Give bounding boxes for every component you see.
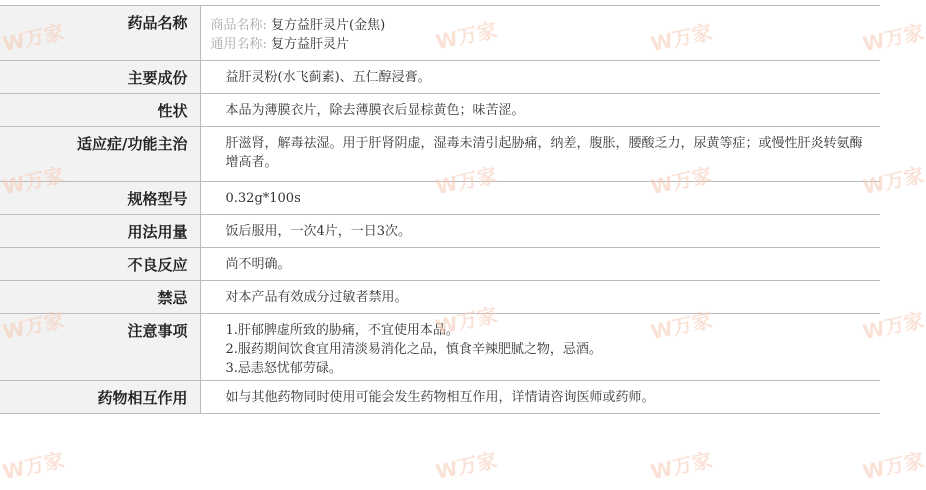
drug-spec-table	[0, 5, 880, 414]
label-adverse: 不良反应	[0, 248, 200, 281]
label-contraindications: 禁忌	[0, 281, 200, 314]
watermark-logo: W万家	[648, 162, 715, 200]
row-precautions	[0, 314, 880, 381]
watermark-logo: W万家	[648, 307, 715, 345]
watermark-logo: W万家	[0, 447, 67, 485]
row-adverse	[0, 248, 880, 281]
trade-name-value: 复方益肝灵片(金焦)	[271, 18, 386, 33]
label-precautions: 注意事项	[0, 314, 200, 381]
label-ingredients: 主要成份	[0, 61, 200, 94]
watermark-logo: W万家	[648, 447, 715, 485]
row-contraindications	[0, 281, 880, 314]
precaution-item: 2.服药期间饮食宜用清淡易消化之品，慎食辛辣肥腻之物，忌酒。	[225, 342, 602, 357]
label-dosage: 用法用量	[0, 215, 200, 248]
label-interactions: 药物相互作用	[0, 381, 200, 414]
value-ingredients: 益肝灵粉(水飞蓟素)、五仁醇浸膏。	[200, 61, 880, 94]
watermark-logo: W万家	[860, 19, 926, 57]
row-ingredients	[0, 61, 880, 94]
generic-name-value: 复方益肝灵片	[271, 37, 350, 52]
value-dosage: 饭后服用，一次4片，一日3次。	[200, 215, 880, 248]
label-indications: 适应症/功能主治	[0, 127, 200, 182]
value-interactions: 如与其他药物同时使用可能会发生药物相互作用，详情请咨询医师或药师。	[200, 381, 880, 414]
value-precautions	[200, 314, 880, 381]
watermark-logo: W万家	[433, 302, 500, 340]
value-indications: 肝滋肾，解毒祛湿。用于肝肾阴虚，湿毒未清引起胁痛，纳差，腹胀，腰酸乏力，尿黄等症；或慢性肝炎转氨酶增高者。	[200, 127, 880, 182]
value-spec: 0.32g*100s	[200, 182, 880, 215]
label-spec: 规格型号	[0, 182, 200, 215]
watermark-logo: W万家	[0, 162, 67, 200]
generic-name-prefix: 通用名称:	[210, 37, 267, 52]
row-appearance	[0, 94, 880, 127]
watermark-logo: W万家	[860, 307, 926, 345]
value-appearance: 本品为薄膜衣片，除去薄膜衣后显棕黄色；味苦涩。	[200, 94, 880, 127]
watermark-logo: W万家	[860, 162, 926, 200]
watermark-logo: W万家	[0, 19, 67, 57]
row-interactions	[0, 381, 880, 414]
precaution-item: 1.肝郁脾虚所致的胁痛，不宜使用本品。	[225, 323, 459, 338]
trade-name-prefix: 商品名称:	[210, 18, 267, 33]
watermark-logo: W万家	[0, 307, 67, 345]
row-spec	[0, 182, 880, 215]
label-drug-name: 药品名称	[0, 6, 200, 61]
watermark-logo: W万家	[433, 17, 500, 55]
watermark-logo: W万家	[433, 447, 500, 485]
value-drug-name	[200, 6, 880, 61]
watermark-logo: W万家	[433, 162, 500, 200]
row-drug-name	[0, 6, 880, 61]
value-adverse: 尚不明确。	[200, 248, 880, 281]
row-dosage	[0, 215, 880, 248]
watermark-logo: W万家	[860, 447, 926, 485]
label-appearance: 性状	[0, 94, 200, 127]
watermark-logo: W万家	[648, 19, 715, 57]
precaution-item: 3.忌恚怒忧郁劳碌。	[225, 361, 342, 376]
row-indications	[0, 127, 880, 182]
value-contraindications: 对本产品有效成分过敏者禁用。	[200, 281, 880, 314]
